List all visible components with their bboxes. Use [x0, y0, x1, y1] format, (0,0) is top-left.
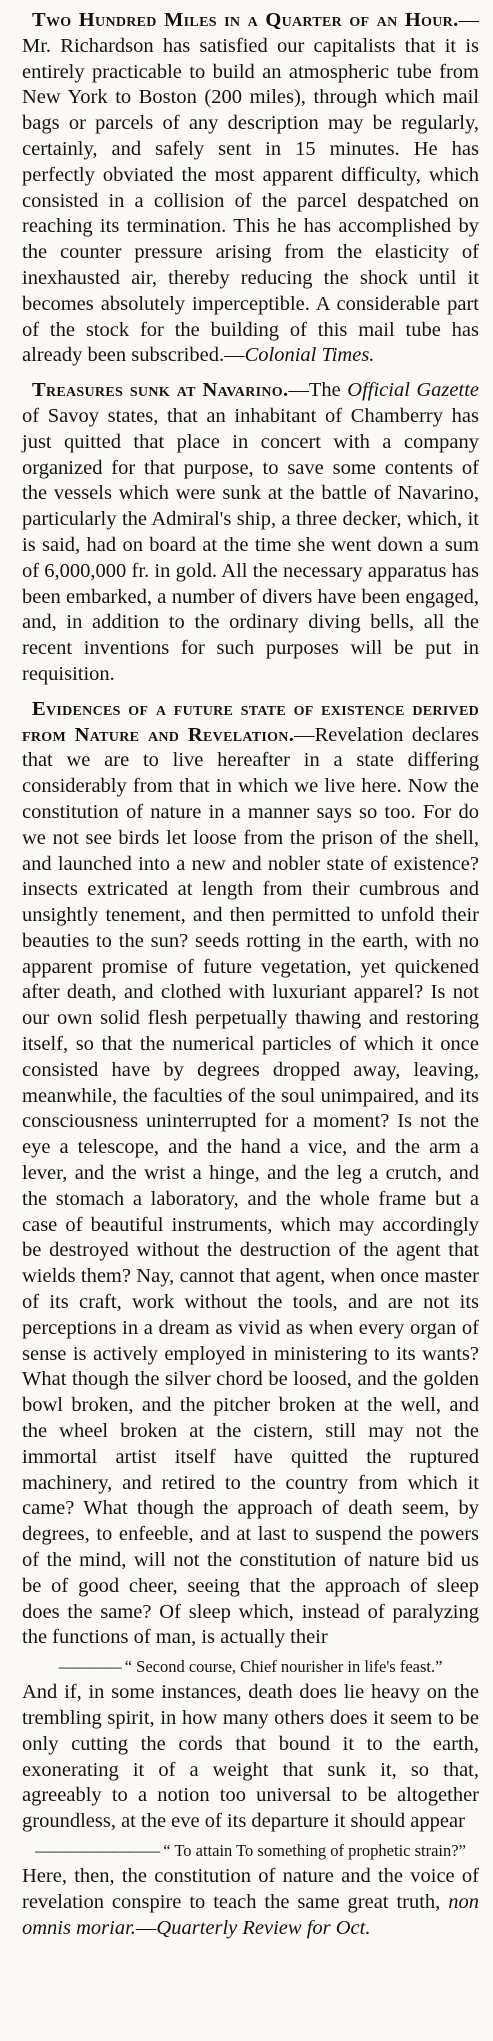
article-headline: Evidences of a future state of existence derived from Nature and Revelation.	[22, 697, 479, 746]
article-headline: Two Hundred Miles in a Quarter of an Hour.	[32, 9, 459, 31]
quote-dash: ————————	[35, 1840, 160, 1860]
article-paragraph	[22, 378, 479, 688]
quote-text: “ Second course, Chief nourisher in life's feast.”	[124, 1657, 443, 1677]
article-body: —	[135, 1916, 157, 1939]
article-body: of Savoy states, that an inhabitant of Chamberry has just quitted that place in concert with a company organized for that purpose, to save some contents of the vessels which were sunk at the battle of Navarino, particularly the Admiral's ship, a three decker, which, it is said, had on board at the time she went down a sum of 6,000,000 fr. in gold. All the necessary apparatus has been embarked, a number of divers have been engaged, and, in addition to the ordinary diving bells, all the recent inventions for such purposes will be put in requisition.	[22, 404, 479, 685]
article-paragraph	[22, 697, 479, 1651]
verse-quote	[22, 1841, 479, 1860]
article-credit: Quarterly Review for Oct.	[156, 1916, 371, 1939]
article-body: —Revelation declares that we are to live hereafter in a state differing considerably from that in which we live here. Now the constitution of nature in a manner says so too. For do we not see birds let loose from the prison of the shell, and launched into a new and nobler state of existence? insects extricated at length from their cumbrous and unsightly tenement, and then permitted to unfold their beauties to the sun? seeds rotting in the earth, with no apparent promise of future vegetation, yet quickened after death, and clothed with luxuriant apparel? Is not our own solid flesh perpetually thawing and restoring itself, so that the numerical particles of which it once consisted have by degrees dropped away, leaving, meanwhile, the faculties of the soul unimpaired, and its consciousness uninterrupted for a moment? Is not the eye a telescope, and the hand a vice, and the arm a lever, and the wrist a hinge, and the leg a crutch, and the stomach a laboratory, and the whole frame but a case of beautiful instruments, which may accordingly be destroyed without the destruction of the agent that wields them? Nay, cannot that agent, when once master of its craft, work without the tools, and are not its perceptions in a dream as vivid as when every organ of sense is actively employed in ministering to its wants? What though the silver chord be loosed, and the golden bowl broken, and the pitcher broken at the well, and the wheel broken at the cistern, still may not the immortal artist itself have quitted the ruptured machinery, and retired to the country from which it came? What though the approach of death seem, by degrees, to enfeeble, and at last to suspend the powers of the mind, will not the constitution of nature bid us be of good cheer, seeing that the approach of sleep does the same? Of sleep which, instead of paralyzing the functions of man, is actually their	[22, 723, 479, 1649]
article-italic-title: Official Gazette	[347, 379, 479, 402]
article-body: —Mr. Richardson has satisfied our capitalists that it is entirely practicable to build an atmospheric tube from New York to Boston (200 miles), through which mail bags or parcels of any description may be regularly, certainly, and safely sent in 15 minutes. He has perfectly obviated the most apparent difficulty, which consisted in a collision of the parcel despatched on reaching its termination. This he has accomplished by the counter pressure arising from the elasticity of inexhausted air, thereby reducing the shock until it becomes absolutely imperceptible. A considerable part of the stock for the building of this mail tube has already been subscribed.—	[22, 9, 479, 367]
article-body: And if, in some instances, death does lie heavy on the trembling spirit, in how many others does it seem to be only cutting the cords that bound it to the earth, exonerating it of a weight that sunk it, so that, agreeably to a notion too universal to be altogether groundless, at the eve of its departure it should appear	[22, 1681, 479, 1833]
article-paragraph	[22, 8, 479, 369]
quote-text: “ To attain To something of prophetic strain?”	[163, 1840, 466, 1860]
article-paragraph	[22, 1680, 479, 1835]
article-navarino-treasures	[22, 378, 479, 688]
article-body: —The	[288, 379, 348, 402]
article-atmospheric-tube	[22, 8, 479, 369]
verse-quote	[22, 1657, 479, 1676]
article-paragraph	[22, 1864, 479, 1941]
article-headline: Treasures sunk at Navarino.	[32, 379, 289, 402]
quote-dash: ————	[58, 1657, 121, 1677]
article-italic-phrase: non omnis moriar.	[22, 1890, 479, 1939]
article-body: Here, then, the constitution of nature and the voice of revelation conspire to teach the same great truth,	[22, 1864, 479, 1913]
article-future-state	[22, 697, 479, 1942]
article-credit: Colonial Times.	[244, 344, 375, 367]
